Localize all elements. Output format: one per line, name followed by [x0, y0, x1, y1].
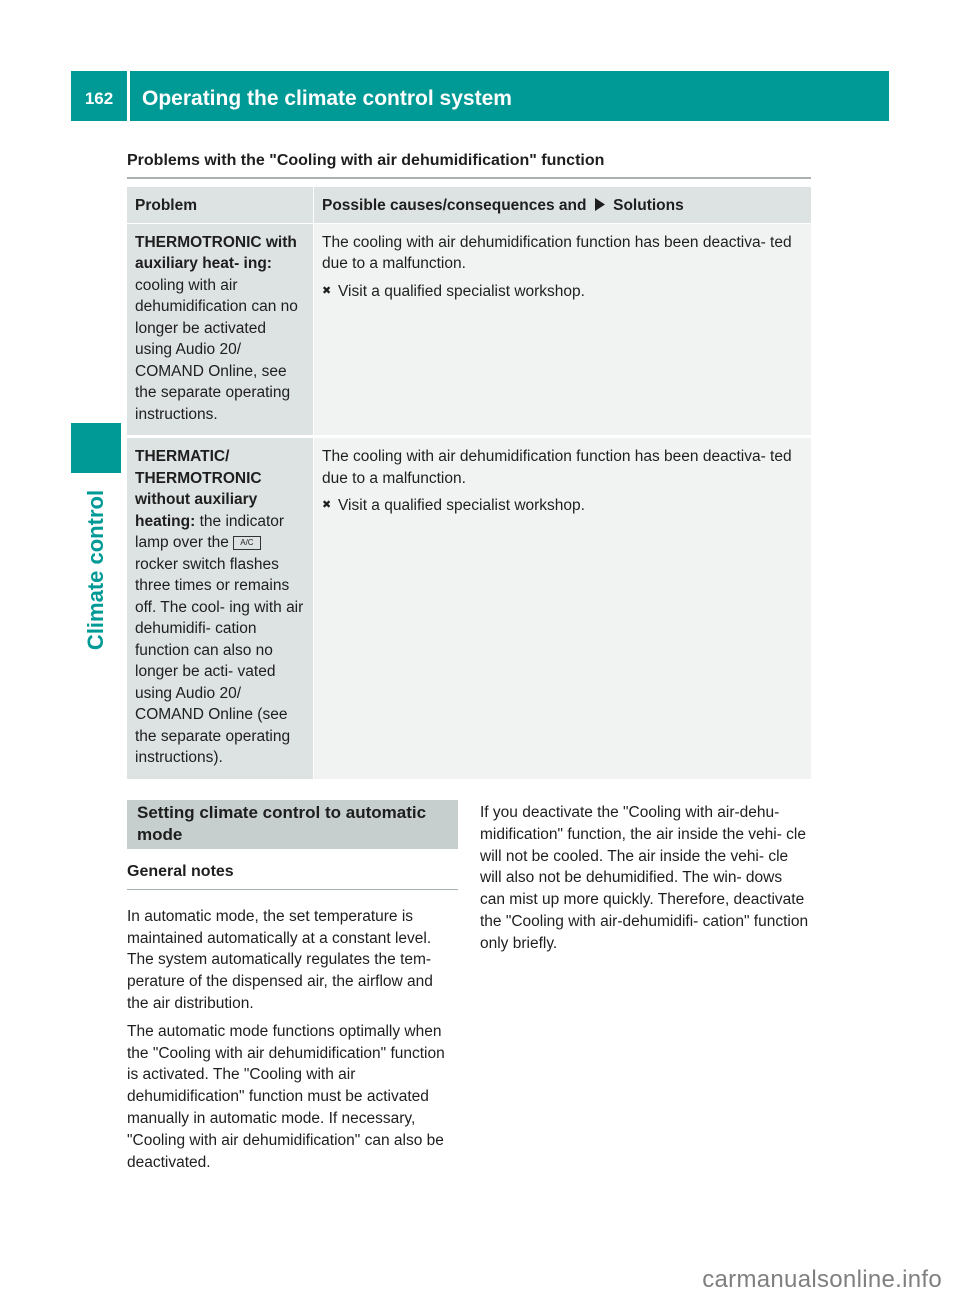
problem-text: cooling with air dehumidification can no longer be activated using Audio 20/ COMAND Online, see the separate operating instructions.: [135, 276, 298, 423]
problem-cell: [127, 437, 314, 779]
side-tab-label: Climate control: [83, 489, 109, 651]
left-column: [127, 800, 458, 1173]
cause-cell: [314, 437, 812, 779]
chapter-title: Operating the climate control system: [142, 87, 512, 110]
automatic-mode-heading: Setting climate control to automatic mode: [127, 800, 458, 849]
problem-label: THERMATIC/ THERMOTRONIC without auxiliary heating:: [135, 448, 262, 530]
cause-text: The cooling with air dehumidification function has been deactiva- ted due to a malfunction.: [322, 448, 792, 487]
action-step: [322, 495, 803, 517]
watermark: carmanualsonline.info: [702, 1266, 942, 1293]
ac-button-icon: A/C: [233, 536, 260, 550]
problem-label: THERMOTRONIC with auxiliary heat- ing:: [135, 233, 297, 272]
action-arrow-icon: ✖: [322, 284, 332, 297]
paragraph: The automatic mode functions optimally when the "Cooling with air dehumidification" function is activated. The "Cooling with air dehumidification" function must be activated manually in automatic mode. If necessary, "Cooling with air dehumidification" can also be deactivated.: [127, 1022, 445, 1171]
cause-text: The cooling with air dehumidification function has been deactiva- ted due to a malfunction.: [322, 233, 792, 272]
action-text: Visit a qualified specialist workshop.: [338, 282, 585, 300]
problem-text-continued: rocker switch flashes three times or remains off. The cool- ing with air dehumidifi- cation function can also no longer be acti- vated using Audio 20/ COMAND Online (see the separate operating instructions).: [135, 555, 304, 766]
page-number: 162: [84, 89, 114, 108]
table-row: [127, 437, 811, 779]
table-row: [127, 223, 811, 437]
problem-cell: [127, 223, 314, 437]
side-tab-marker: [71, 423, 121, 473]
page-header: [71, 71, 889, 121]
causes-header-label: Possible causes/consequences and: [322, 197, 587, 214]
action-text: Visit a qualified specialist workshop.: [338, 497, 585, 514]
paragraph: In automatic mode, the set temperature is maintained automatically at a constant level. The system automatically regulates the tem- perature of the dispensed air, the airflow and the air distribution.: [127, 907, 433, 1012]
column-header-problem: Problem: [127, 187, 314, 223]
right-column: [480, 802, 811, 955]
cause-cell: [314, 223, 812, 437]
action-step: [322, 281, 803, 303]
side-tab: [71, 480, 121, 660]
table-header-row: [127, 187, 811, 223]
solutions-arrow-icon: [594, 198, 606, 211]
section-title: Problems with the "Cooling with air dehumidification" function: [127, 152, 811, 179]
paragraph: If you deactivate the "Cooling with air-dehu- midification" function, the air inside the vehi- cle will not be cooled. The air inside the vehi- cle will also not be dehumidified. The win- dows can mist up more quickly. Therefore, deactivate the "Cooling with air-dehumidifi- cation" function only briefly.: [480, 804, 809, 952]
action-arrow-icon: ✖: [322, 499, 332, 511]
solutions-header-label: Solutions: [613, 197, 684, 214]
column-header-causes: [314, 187, 812, 223]
troubleshooting-table: [127, 187, 811, 779]
general-notes-heading: General notes: [127, 861, 458, 890]
problem-text: the indicator lamp over the: [135, 512, 285, 551]
